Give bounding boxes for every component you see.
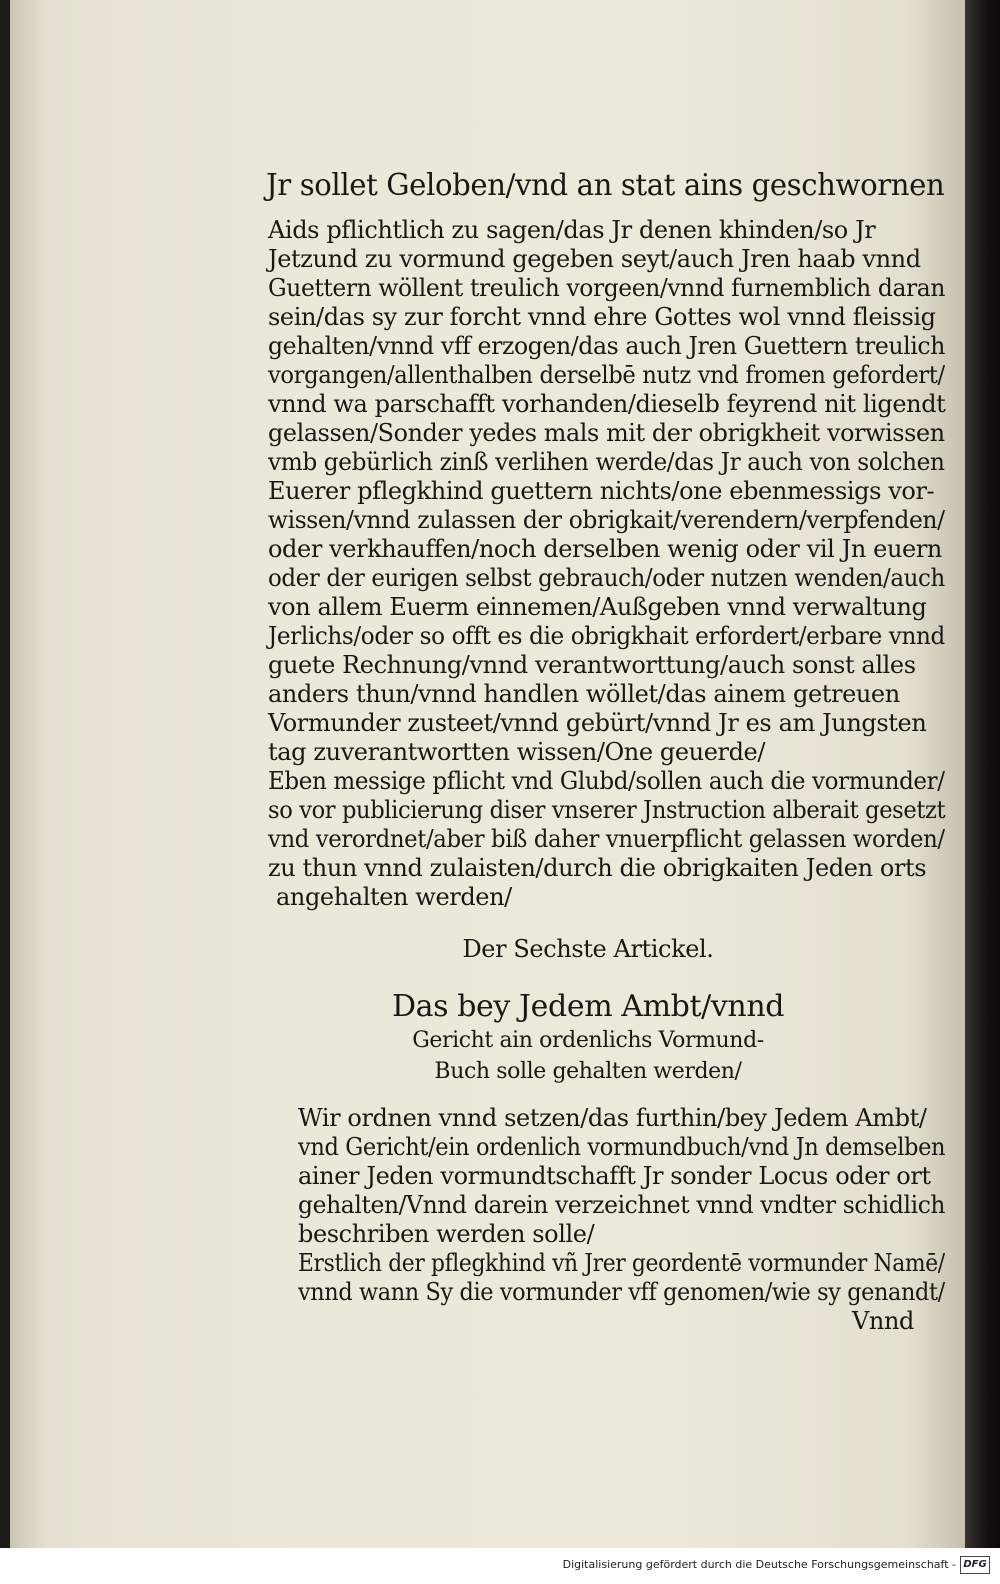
book-spine <box>965 0 1000 1548</box>
text-line: gelassen/Sonder yedes mals mit der obrigkheit vorwissen <box>268 419 945 447</box>
text-line: vnnd wa parschafft vorhanden/dieselb feyrend nit ligendt <box>268 390 946 418</box>
section-heading-line: Buch solle gehalten werden/ <box>434 1059 742 1084</box>
funding-note: Digitalisierung gefördert durch die Deutsche Forschungsgemeinschaft - <box>562 1558 956 1571</box>
text-line: ainer Jeden vormundtschafft Jr sonder Locus oder ort <box>298 1162 931 1190</box>
text-line: oder der eurigen selbst gebrauch/oder nutzen wenden/auch <box>268 564 945 592</box>
text-line: Aids pflichtlich zu sagen/das Jr denen khinden/so Jr <box>268 216 876 244</box>
text-line: Guettern wöllent treulich vorgeen/vnnd furnemblich daran <box>268 274 945 302</box>
text-line: guete Rechnung/vnnd verantworttung/auch sonst alles <box>268 651 916 679</box>
text-line: vnd Gericht/ein ordenlich vormundbuch/vnd Jn demselben <box>298 1133 946 1161</box>
text-line: vmb gebürlich zinß verlihen werde/das Jr auch von solchen <box>268 448 945 476</box>
text-line: zu thun vnnd zulaisten/durch die obrigkaiten Jeden orts <box>268 854 927 882</box>
section-heading-line: Das bey Jedem Ambt/vnnd <box>391 989 785 1024</box>
text-line: so vor publicierung diser vnserer Jnstruction alberait gesetzt <box>268 796 946 824</box>
text-line: tag zuverantwortten wissen/One geuerde/ <box>268 738 766 766</box>
dfg-logo: DFG <box>960 1556 990 1574</box>
text-line: vorgangen/allenthalben derselbē nutz vnd fromen gefordert/ <box>268 361 945 389</box>
text-line: beschriben werden solle/ <box>298 1220 595 1248</box>
text-line: von allem Euerm einnemen/Außgeben vnnd verwaltung <box>268 593 927 621</box>
text-line: Jerlichs/oder so offt es die obrigkhait erfordert/erbare vnnd <box>268 622 945 650</box>
section-heading-line: Gericht ain ordenlichs Vormund- <box>412 1028 764 1053</box>
article-label: Der Sechste Artickel. <box>462 935 714 963</box>
text-line: Jr sollet Geloben/vnd an stat ains geschwornen <box>266 168 945 203</box>
text-line: Wir ordnen vnnd setzen/das furthin/bey Jedem Ambt/ <box>298 1104 927 1132</box>
text-line: vnd verordnet/aber biß daher vnuerpflicht gelassen worden/ <box>268 825 945 853</box>
text-line: sein/das sy zur forcht vnnd ehre Gottes wol vnnd fleissig <box>268 303 936 331</box>
text-line: Jetzund zu vormund gegeben seyt/auch Jren haab vnnd <box>268 245 921 273</box>
text-line: wissen/vnnd zulassen der obrigkait/verendern/verpfenden/ <box>268 506 945 534</box>
text-line: oder verkhauffen/noch derselben wenig oder vil Jn euern <box>268 535 942 563</box>
text-line: anders thun/vnnd handlen wöllet/das ainem getreuen <box>268 680 900 708</box>
text-line: Euerer pflegkhind guettern nichts/one ebenmessigs vor- <box>268 477 935 505</box>
text-line: angehalten werden/ <box>276 883 512 911</box>
text-line: vnnd wann Sy die vormunder vff genomen/wie sy genandt/ <box>298 1278 945 1306</box>
text-line: gehalten/vnnd vff erzogen/das auch Jren Guettern treulich <box>268 332 945 360</box>
text-line: gehalten/Vnnd darein verzeichnet vnnd vndter schidlich <box>298 1191 946 1219</box>
text-line: Erstlich der pflegkhind vñ Jrer geordentē vormunder Namē/ <box>298 1249 945 1277</box>
text-line: Vormunder zusteet/vnnd gebürt/vnnd Jr es am Jungsten <box>268 709 927 737</box>
text-line: Eben messige pflicht vnd Glubd/sollen auch die vormunder/ <box>268 767 945 795</box>
catchword: Vnnd <box>852 1307 915 1335</box>
